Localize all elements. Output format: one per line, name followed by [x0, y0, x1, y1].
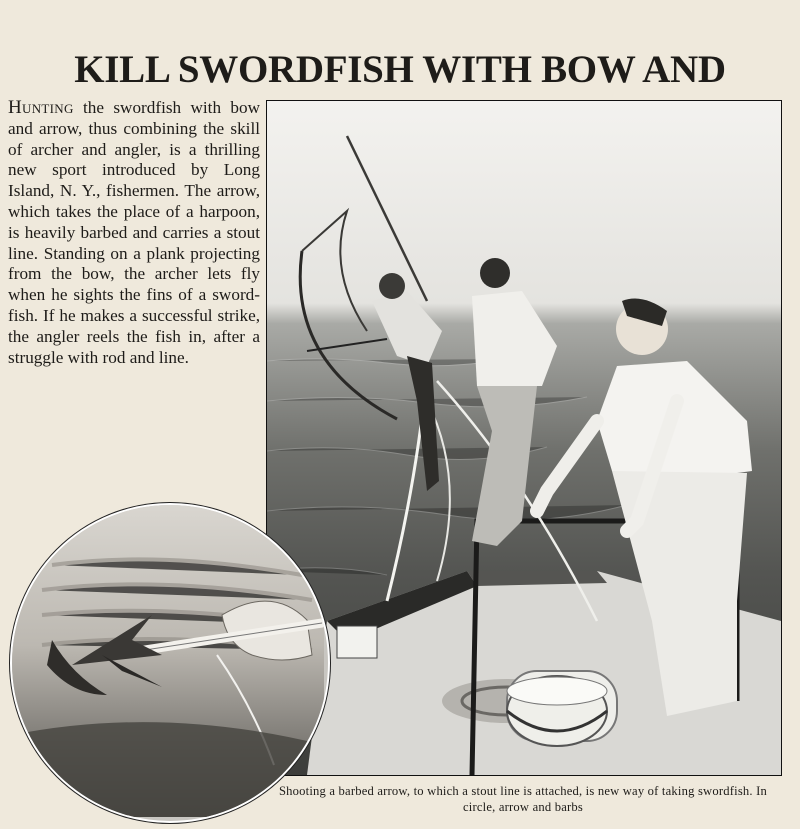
inset-photo-arrow-barbs: [10, 503, 330, 823]
inset-photo-illustration: [12, 505, 324, 817]
body-copy: the swordfish with bow and arrow, thus combining the skill of archer and angler, is a thrilling new sport introduced by Long Island, N. Y., fishermen. The arrow, which takes the place of a harpoon, is heavily barbed and carries a stout line. Standing on a plank projecting from the bow, the archer lets fly when he sights the fins of a swordfish. If he makes a successful strike, the angler reels the fish in, after a struggle with rod and line.: [8, 98, 260, 367]
lead-word: Hunting: [8, 97, 74, 118]
main-photo-boat-archer: [266, 100, 782, 776]
main-photo-illustration: [267, 101, 781, 775]
photo-caption: Shooting a barbed arrow, to which a stout line is attached, is new way of taking swordfish. In circle, arrow and barbs: [278, 784, 768, 814]
headline: KILL SWORDFISH WITH BOW AND: [74, 48, 726, 91]
article-body: [8, 98, 260, 368]
